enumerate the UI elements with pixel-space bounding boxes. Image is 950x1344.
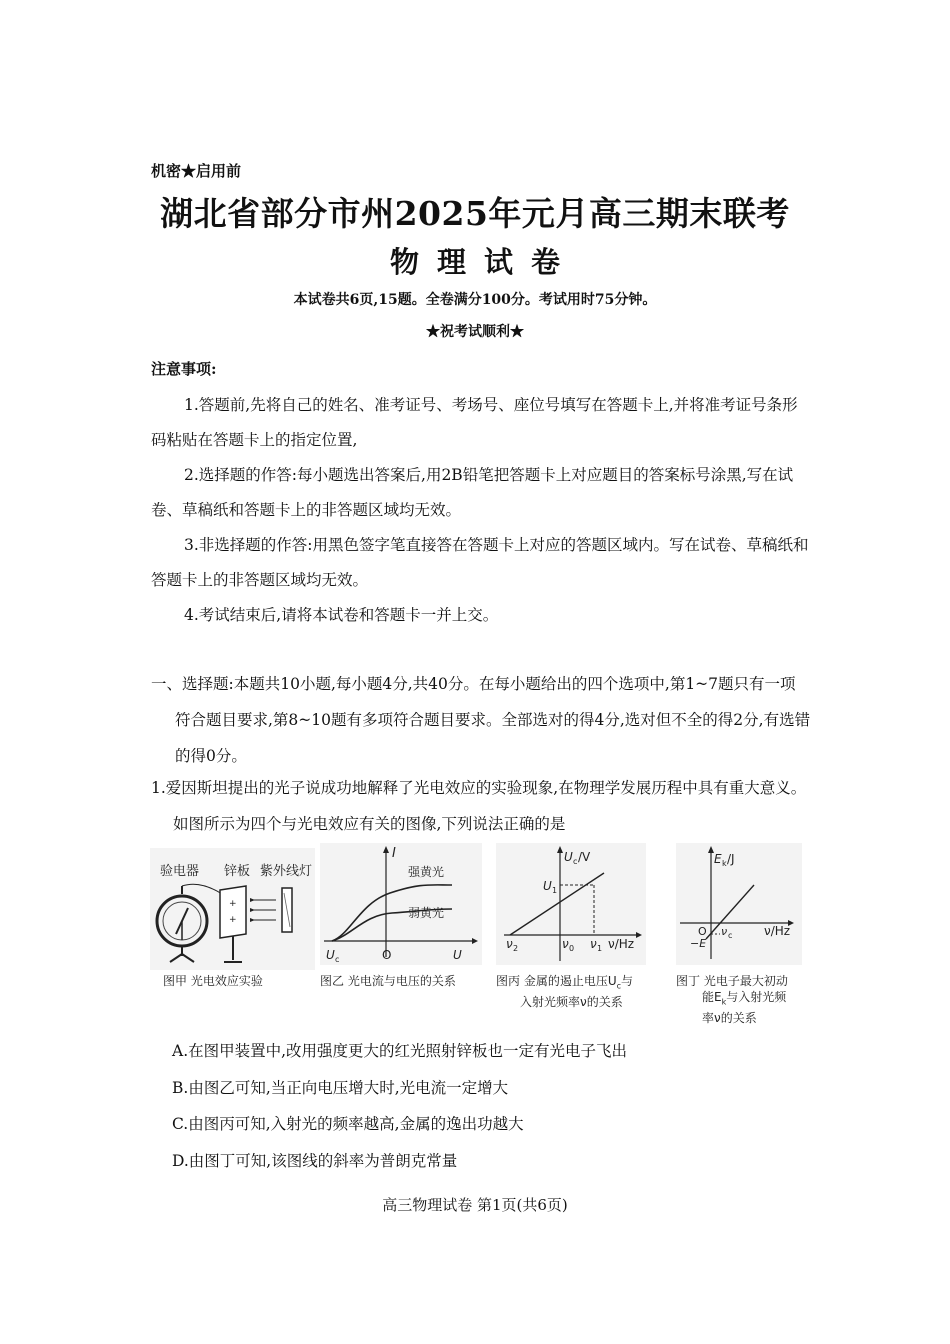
caption-ding-line2-head: 能E	[702, 990, 722, 1004]
caption-bing	[496, 973, 633, 1010]
label-neg-e: −E	[690, 937, 707, 950]
figure-ding	[676, 843, 802, 965]
label-weak-yellow: 弱黄光	[408, 906, 445, 920]
confidential-mark: 机密★启用前	[151, 162, 242, 180]
option-list	[172, 1033, 812, 1179]
axis-label-nu: ν/Hz	[608, 937, 635, 951]
caption-bing-sub: c	[616, 981, 622, 991]
caption-ding	[676, 973, 788, 1026]
label-electroscope: 验电器	[160, 864, 200, 879]
caption-ding-line3: 率ν的关系	[702, 1011, 757, 1026]
axis-label-uc-unit: /V	[578, 850, 591, 864]
label-zinc-plate: 锌板	[224, 864, 251, 879]
caption-ding-sub: k	[721, 997, 727, 1007]
label-nu2-sub: 2	[513, 944, 519, 953]
caption-yi: 图乙 光电流与电压的关系	[320, 974, 456, 988]
section-text: 一、选择题:本题共10小题,每小题4分,共40分。在每小题给出的四个选项中,第1~7题只有一项符合题目要求,第8~10题有多项符合题目要求。全部选对的得4分,选对但不全的得2分,有选错的得0分。	[151, 675, 811, 765]
option-d: D.由图丁可知,该图线的斜率为普朗克常量	[172, 1151, 458, 1170]
caption-jia: 图甲 光电效应实验	[163, 974, 263, 988]
label-uc: U	[326, 948, 335, 962]
caption-ding-line2-tail: 与入射光频	[726, 990, 787, 1004]
axis-label-ek-unit: /J	[727, 852, 735, 866]
kinetic-energy-chart	[676, 843, 802, 965]
label-u1: U	[543, 879, 552, 893]
label-nuc-sub: c	[728, 931, 733, 940]
notice-item: 4.考试结束后,请将本试卷和答题卡一并上交。	[184, 606, 499, 624]
caption-bing-line1-tail: 与	[621, 974, 634, 988]
option-c: C.由图丙可知,入射光的频率越高,金属的逸出功越大	[172, 1115, 524, 1133]
caption-bing-line2: 入射光频率ν的关系	[520, 995, 623, 1010]
exam-wish: ★祝考试顺利★	[426, 324, 524, 340]
axis-label-ek-sub: k	[722, 859, 727, 868]
exam-meta: 本试卷共6页,15题。全卷满分100分。考试用时75分钟。	[293, 292, 657, 308]
label-origin: O	[382, 948, 392, 962]
notice-list	[151, 388, 811, 633]
label-nu0: ν	[562, 937, 569, 951]
notice-item: 2.选择题的作答:每小题选出答案后,用2B铅笔把答题卡上对应题目的答案标号涂黑,写在试卷、草稿纸和答题卡上的非答题区域均无效。	[151, 466, 794, 519]
exam-subject: 物理试卷	[389, 245, 578, 279]
svg-text:+: +	[229, 915, 237, 925]
section-instructions	[151, 666, 811, 774]
page-footer: 高三物理试卷 第1页(共6页)	[382, 1196, 568, 1214]
question-stem-text: 1.爱因斯坦提出的光子说成功地解释了光电效应的实验现象,在物理学发展历程中具有重大意义。如图所示为四个与光电效应有关的图像,下列说法正确的是	[151, 779, 807, 833]
axis-label-uc: U	[564, 850, 573, 864]
figure-jia	[150, 848, 315, 970]
figure-yi	[320, 843, 482, 965]
label-nu0-sub: 0	[569, 944, 575, 953]
label-uv-lamp: 紫外线灯	[260, 864, 313, 879]
current-voltage-chart	[320, 843, 482, 965]
axis-label-nu-ding: ν/Hz	[764, 924, 791, 938]
caption-bing-line1: 图丙 金属的遏止电压U	[496, 974, 617, 988]
label-nu1-sub: 1	[597, 944, 603, 953]
axis-label-u: U	[453, 948, 462, 962]
photoelectric-apparatus-drawing	[150, 848, 315, 970]
option-b: B.由图乙可知,当正向电压增大时,光电流一定增大	[172, 1078, 509, 1097]
axis-label-uc-sub: c	[573, 857, 578, 866]
svg-text:+: +	[229, 899, 237, 909]
label-u1-sub: 1	[552, 886, 558, 895]
stopping-voltage-chart	[496, 843, 646, 965]
notice-title: 注意事项:	[151, 360, 217, 378]
notice-item: 3.非选择题的作答:用黑色签字笔直接答在答题卡上对应的答题区域内。写在试卷、草稿纸和答题卡上的非答题区域均无效。	[151, 536, 809, 589]
notice-item: 1.答题前,先将自己的姓名、准考证号、考场号、座位号填写在答题卡上,并将准考证号条形码粘贴在答题卡上的指定位置,	[151, 396, 798, 449]
label-nu1: ν	[590, 937, 597, 951]
caption-ding-line1: 图丁 光电子最大初动	[676, 974, 788, 988]
option-a: A.在图甲装置中,改用强度更大的红光照射锌板也一定有光电子飞出	[172, 1042, 628, 1060]
figure-bing	[496, 843, 646, 965]
label-nuc: ν	[721, 925, 728, 938]
axis-label-i: I	[392, 846, 396, 861]
question-stem	[151, 770, 811, 842]
label-origin-ding: O	[698, 925, 707, 938]
label-uc-sub: c	[335, 955, 340, 964]
exam-title: 湖北省部分市州2025年元月高三期末联考	[160, 194, 790, 233]
axis-label-ek: E	[714, 852, 722, 866]
label-strong-yellow: 强黄光	[408, 865, 445, 879]
label-nu2: ν	[506, 937, 513, 951]
